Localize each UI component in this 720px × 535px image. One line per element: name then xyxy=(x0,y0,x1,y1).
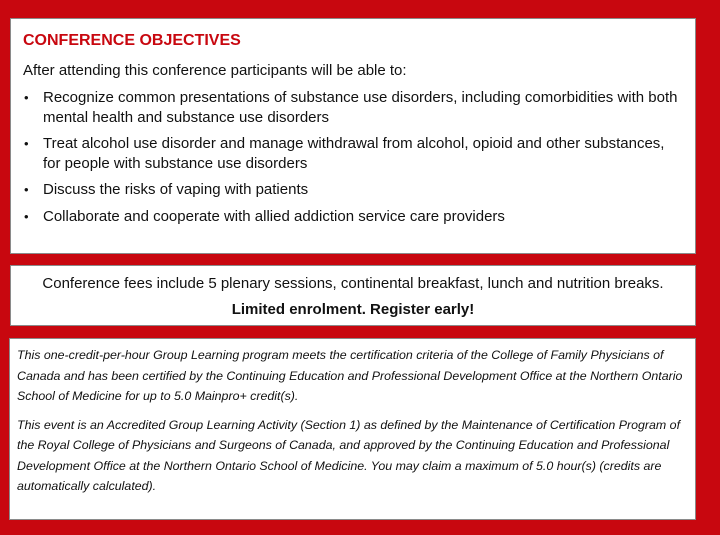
objective-item xyxy=(24,180,683,200)
accreditation-panel xyxy=(9,338,696,520)
objective-text: Discuss the risks of vaping with patients xyxy=(43,181,309,198)
objective-text: Recognize common presentations of substance use disorders, including comorbidities with both mental health and substance use disorders xyxy=(43,89,678,126)
objectives-title: CONFERENCE OBJECTIVES xyxy=(23,32,241,49)
register-callout: Limited enrolment. Register early! xyxy=(231,301,475,318)
objective-item xyxy=(24,88,683,127)
objectives-list xyxy=(23,88,683,226)
objectives-panel xyxy=(10,18,696,254)
fees-panel xyxy=(10,265,696,326)
accreditation-paragraph-royal-college: This event is an Accredited Group Learning Activity (Section 1) as defined by the Maintenance of Certification Program of the Royal College of Physicians and Surgeons of Canada, and approved by the Continuing Education and Professional Development Office at the Northern Ontario School of Medicine. You may claim a maximum of 5.0 hour(s) (credits are automatically calculated). xyxy=(17,417,681,493)
accreditation-paragraph-mainpro: This one-credit-per-hour Group Learning program meets the certification criteria of the College of Family Physicians of Canada and has been certified by the Continuing Education and Professional Development Office at the Northern Ontario School of Medicine for up to 5.0 Mainpro+ credit(s). xyxy=(17,348,683,403)
objective-text: Collaborate and cooperate with allied addiction service care providers xyxy=(43,207,505,225)
objective-item xyxy=(24,134,683,173)
fees-text: Conference fees include 5 plenary sessions, continental breakfast, lunch and nutrition breaks. xyxy=(42,275,664,292)
objective-item xyxy=(24,207,683,227)
bullet-icon: • xyxy=(24,208,29,224)
bullet-icon: • xyxy=(24,182,29,197)
bullet-icon: • xyxy=(24,136,29,151)
objective-text: Treat alcohol use disorder and manage withdrawal from alcohol, opioid and other substances, for people with substance use disorders xyxy=(43,135,665,172)
bullet-icon: • xyxy=(24,90,29,105)
objectives-intro: After attending this conference participants will be able to: xyxy=(23,62,407,79)
